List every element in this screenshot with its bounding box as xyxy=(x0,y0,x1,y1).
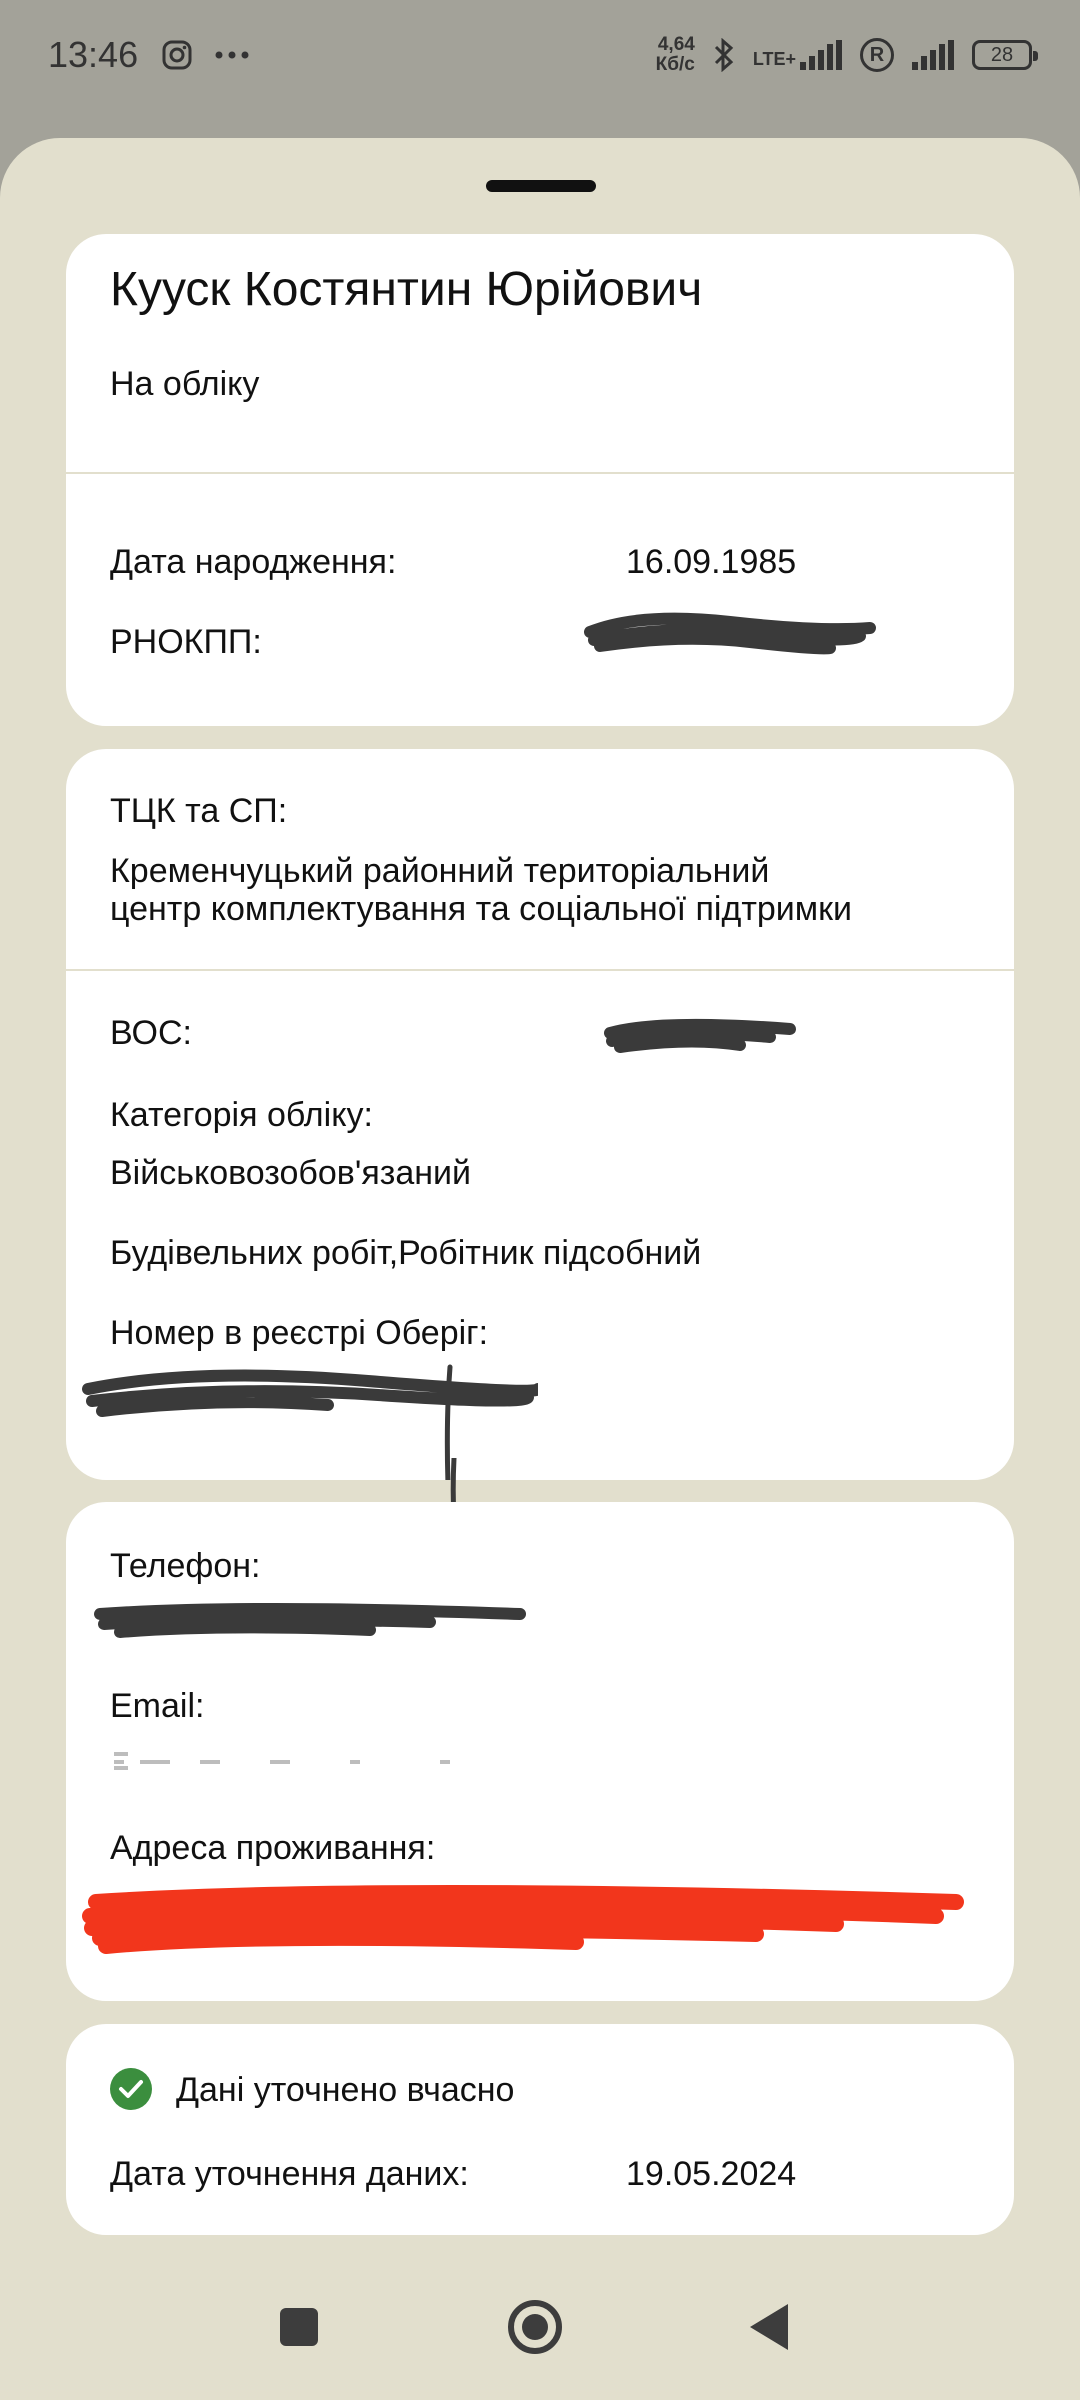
person-card xyxy=(66,234,1014,726)
contacts-card xyxy=(66,1502,1014,2001)
more-dots-icon xyxy=(214,50,250,60)
check-icon xyxy=(110,2068,152,2110)
registration-status: На обліку xyxy=(110,365,260,403)
divider xyxy=(66,472,1014,474)
category-label: Категорія обліку: xyxy=(110,1096,373,1134)
network-speed: 4,64 Кб/с xyxy=(655,34,695,75)
phone-label: Телефон: xyxy=(110,1547,261,1585)
bottom-sheet xyxy=(0,138,1080,2400)
redacted-tax-id xyxy=(580,604,880,664)
address-label: Адреса проживання: xyxy=(110,1829,436,1867)
redacted-address xyxy=(76,1872,976,1972)
birth-date-value: 16.09.1985 xyxy=(626,543,797,581)
email-label: Email: xyxy=(110,1687,205,1725)
birth-date-label: Дата народження: xyxy=(110,543,397,581)
tax-id-label: РНОКПП: xyxy=(110,623,262,661)
person-name: Кууск Костянтин Юрійович xyxy=(110,263,703,316)
instagram-icon xyxy=(162,40,192,70)
verification-date-label: Дата уточнення даних: xyxy=(110,2155,469,2193)
specialty-value: Будівельних робіт,Робітник підсобний xyxy=(110,1234,702,1272)
verification-card xyxy=(66,2024,1014,2235)
verification-status: Дані уточнено вчасно xyxy=(176,2071,515,2109)
vos-label: ВОС: xyxy=(110,1014,192,1052)
status-bar xyxy=(0,0,1080,110)
status-time: 13:46 xyxy=(48,34,139,75)
signal-icon xyxy=(800,40,842,70)
tck-value-line1: Кременчуцький районний територіальний xyxy=(110,852,770,890)
navigation-bar xyxy=(0,2262,1080,2400)
recent-apps-icon[interactable] xyxy=(278,2306,320,2348)
redacted-email xyxy=(110,1746,530,1776)
divider xyxy=(66,969,1014,971)
roaming-icon: R xyxy=(860,38,894,72)
redacted-phone xyxy=(90,1598,530,1648)
verification-date-value: 19.05.2024 xyxy=(626,2155,797,2193)
sheet-drag-handle[interactable] xyxy=(486,180,596,192)
tck-value-line2: центр комплектування та соціальної підтримки xyxy=(110,890,853,928)
battery-icon: 28 xyxy=(972,40,1032,70)
tck-label: ТЦК та СП: xyxy=(110,792,288,830)
bluetooth-icon xyxy=(713,38,735,72)
category-value: Військовозобов'язаний xyxy=(110,1154,472,1192)
signal-icon-2 xyxy=(912,40,954,70)
redacted-vos xyxy=(600,1011,800,1061)
home-icon[interactable] xyxy=(506,2298,564,2356)
registry-label: Номер в реєстрі Оберіг: xyxy=(110,1314,489,1352)
tck-card xyxy=(66,749,1014,1480)
back-icon[interactable] xyxy=(748,2302,790,2352)
network-type: LTE+ xyxy=(752,49,796,69)
